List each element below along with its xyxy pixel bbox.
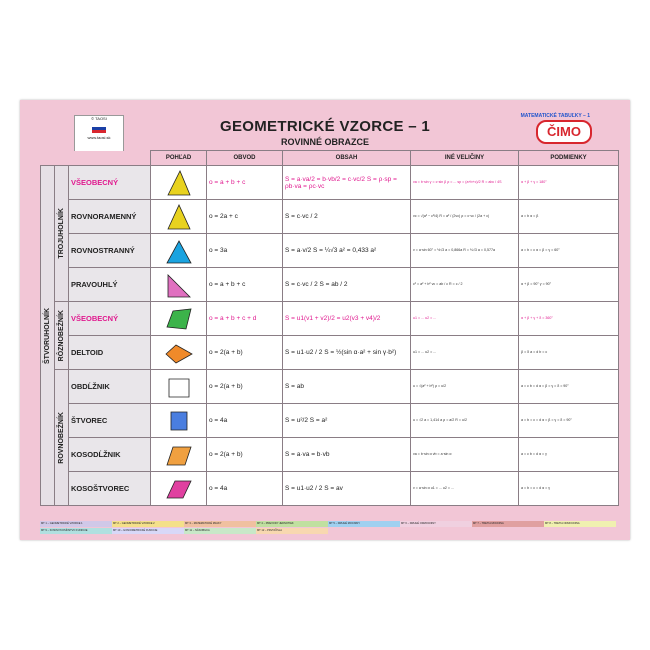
shape-diagram xyxy=(151,302,207,336)
group-parallelogram-cell xyxy=(55,370,69,506)
other-quantities: va = b·sin γ = c·sin β ρ = ... sp = (a+b+c)/2 R = abc / 4S xyxy=(411,166,519,200)
area-formula: S = c·vc / 2 S = ab / 2 xyxy=(283,268,411,302)
table-row xyxy=(41,438,619,472)
series-index-item: MT 6 – DRUHÉ ODMOCNINY xyxy=(400,521,472,527)
page-title: GEOMETRICKÉ VZORCE – 1 xyxy=(220,118,430,135)
conditions: β = δ a = d b = c xyxy=(519,336,619,370)
table-row xyxy=(41,302,619,336)
area-formula: S = u²/2 S = a² xyxy=(283,404,411,438)
conditions: a = b α = β xyxy=(519,200,619,234)
shape-diagram xyxy=(151,200,207,234)
series-index-item: MT 11 – NÁSOBILKA xyxy=(184,528,256,534)
shape-diagram xyxy=(151,404,207,438)
other-quantities: vc = √(a² − c²/4) R = a² / (2vc) ρ = c·vc / (2a + c) xyxy=(411,200,519,234)
shape-name: ROVNORAMENNÝ xyxy=(69,200,151,234)
publisher-line-1: © TAOSI xyxy=(91,116,107,121)
table-row xyxy=(41,370,619,404)
other-quantities: u1 = ... u2 = ... xyxy=(411,336,519,370)
table-row xyxy=(41,472,619,506)
group-label-irregular: RÔZNOBEŽNÍK xyxy=(58,309,65,362)
other-quantities: u1 = ... u2 = ... xyxy=(411,302,519,336)
area-formula: S = c·vc / 2 xyxy=(283,200,411,234)
other-quantities: v = a·sin 60° = ½√3 a = 0,866a R = ⅓√3 a = 0,577a xyxy=(411,234,519,268)
table-row xyxy=(41,166,619,200)
series-index-item: MT 7 – TRETIA MOCNINA xyxy=(472,521,544,527)
series-index-item: MT 9 – KOSINY/KOSÍNSTVO FUNKCIE xyxy=(40,528,112,534)
perimeter-formula: o = 2(a + b) xyxy=(207,336,283,370)
formula-table xyxy=(40,150,619,506)
series-index-bar xyxy=(40,521,618,535)
area-formula: S = a·va/2 = b·vb/2 = c·vc/2 S = ρ·sp = ρb·va = ρc·vc xyxy=(283,166,411,200)
perimeter-formula: o = a + b + c xyxy=(207,268,283,302)
shape-name: VŠEOBECNÝ xyxy=(69,166,151,200)
group-label-quadrilateral: ŠTVORUHOLNÍK xyxy=(44,307,51,364)
col-obvod: OBVOD xyxy=(207,151,283,166)
brand-logo: ČIMO xyxy=(536,120,592,144)
area-formula: S = u1(v1 + v2)/2 = u2(v3 + v4)/2 xyxy=(283,302,411,336)
table-row xyxy=(41,234,619,268)
series-index-item: MT 8 – TRETIA ODMOCNINA xyxy=(544,521,616,527)
shape-diagram xyxy=(151,370,207,404)
table-row xyxy=(41,200,619,234)
group-label-triangle: TROJUHOLNÍK xyxy=(58,208,65,259)
header-row xyxy=(41,151,619,166)
table-row xyxy=(41,336,619,370)
shape-diagram xyxy=(151,472,207,506)
other-quantities: u = √2 a = 1,414 a ρ = a/2 R = u/2 xyxy=(411,404,519,438)
col-ine-veliciny: INÉ VELIČINY xyxy=(411,151,519,166)
group-quadrilateral-cell xyxy=(41,166,55,506)
area-formula: S = ab xyxy=(283,370,411,404)
perimeter-formula: o = 4a xyxy=(207,404,283,438)
perimeter-formula: o = 2(a + b) xyxy=(207,438,283,472)
table-row xyxy=(41,268,619,302)
perimeter-formula: o = 3a xyxy=(207,234,283,268)
series-index-item: MT 2 – GEOMETRICKÉ VZORCE 2 xyxy=(112,521,184,527)
group-triangle-cell xyxy=(55,166,69,302)
shape-diagram xyxy=(151,268,207,302)
page-subtitle: ROVINNÉ OBRAZCE xyxy=(280,137,369,147)
conditions: a = b = c α = β = γ = 60° xyxy=(519,234,619,268)
shape-diagram xyxy=(151,234,207,268)
group-label-parallelogram: ROVNOBEŽNÍK xyxy=(58,411,65,464)
perimeter-formula: o = 2(a + b) xyxy=(207,370,283,404)
shape-name: VŠEOBECNÝ xyxy=(69,302,151,336)
perimeter-formula: o = 2a + c xyxy=(207,200,283,234)
other-quantities: v = a·sin α u1 = ... u2 = ... xyxy=(411,472,519,506)
shape-name: OBDĹŽNIK xyxy=(69,370,151,404)
conditions: α + β + γ = 180° xyxy=(519,166,619,200)
shape-name: KOSODĹŽNIK xyxy=(69,438,151,472)
shape-diagram xyxy=(151,438,207,472)
series-index-item: MT 4 – PREVODY JEDNOTIEK xyxy=(256,521,328,527)
other-quantities: u = √(a² + b²) ρ = u/2 xyxy=(411,370,519,404)
conditions: α + β = 90° γ = 90° xyxy=(519,268,619,302)
perimeter-formula: o = a + b + c xyxy=(207,166,283,200)
conditions: a = b = c = d α = β = γ = δ = 90° xyxy=(519,404,619,438)
col-obsah: OBSAH xyxy=(283,151,411,166)
series-index-item: MT 3 – MATEMATICKÉ ZNAKY xyxy=(184,521,256,527)
conditions: a = b = c = d α = γ xyxy=(519,472,619,506)
shape-diagram xyxy=(151,336,207,370)
shape-name: DELTOID xyxy=(69,336,151,370)
shape-name: ROVNOSTRANNÝ xyxy=(69,234,151,268)
col-podmienky: PODMIENKY xyxy=(519,151,619,166)
area-formula: S = u1·u2 / 2 S = ½(sin α·a² + sin γ·b²) xyxy=(283,336,411,370)
shape-name: PRAVOUHLÝ xyxy=(69,268,151,302)
other-quantities: va = b·sin α vb = a·sin α xyxy=(411,438,519,472)
area-formula: S = a·v/2 S = ¼√3 a² = 0,433 a² xyxy=(283,234,411,268)
shape-diagram xyxy=(151,166,207,200)
series-index-item: MT 5 – DRUHÉ MOCNINY xyxy=(328,521,400,527)
conditions: α + β + γ + δ = 360° xyxy=(519,302,619,336)
series-index-item: MT 10 – GONIOMETRICKÉ FUNKCIE xyxy=(112,528,184,534)
group-irregular-cell xyxy=(55,302,69,370)
area-formula: S = u1·u2 / 2 S = av xyxy=(283,472,411,506)
conditions: a = c b = d α = β = γ = δ = 90° xyxy=(519,370,619,404)
perimeter-formula: o = 4a xyxy=(207,472,283,506)
shape-name: ŠTVOREC xyxy=(69,404,151,438)
publisher-line-2: www.taosi.sk xyxy=(87,135,111,140)
area-formula: S = a·va = b·vb xyxy=(283,438,411,472)
series-index-item: MT 1 – GEOMETRICKÉ VZORCE 1 xyxy=(40,521,112,527)
conditions: a = c b = d α = γ xyxy=(519,438,619,472)
table-row xyxy=(41,404,619,438)
math-table-sheet xyxy=(20,100,630,540)
series-index-item: MT 12 – PRVOČÍSLA xyxy=(256,528,328,534)
perimeter-formula: o = a + b + c + d xyxy=(207,302,283,336)
other-quantities: c² = a² + b² vc = ab / c R = c / 2 xyxy=(411,268,519,302)
col-pohlad: POHĽAD xyxy=(151,151,207,166)
shape-name: KOSOŠTVOREC xyxy=(69,472,151,506)
series-label: MATEMATICKÉ TABUĽKY – 1 xyxy=(520,113,590,119)
